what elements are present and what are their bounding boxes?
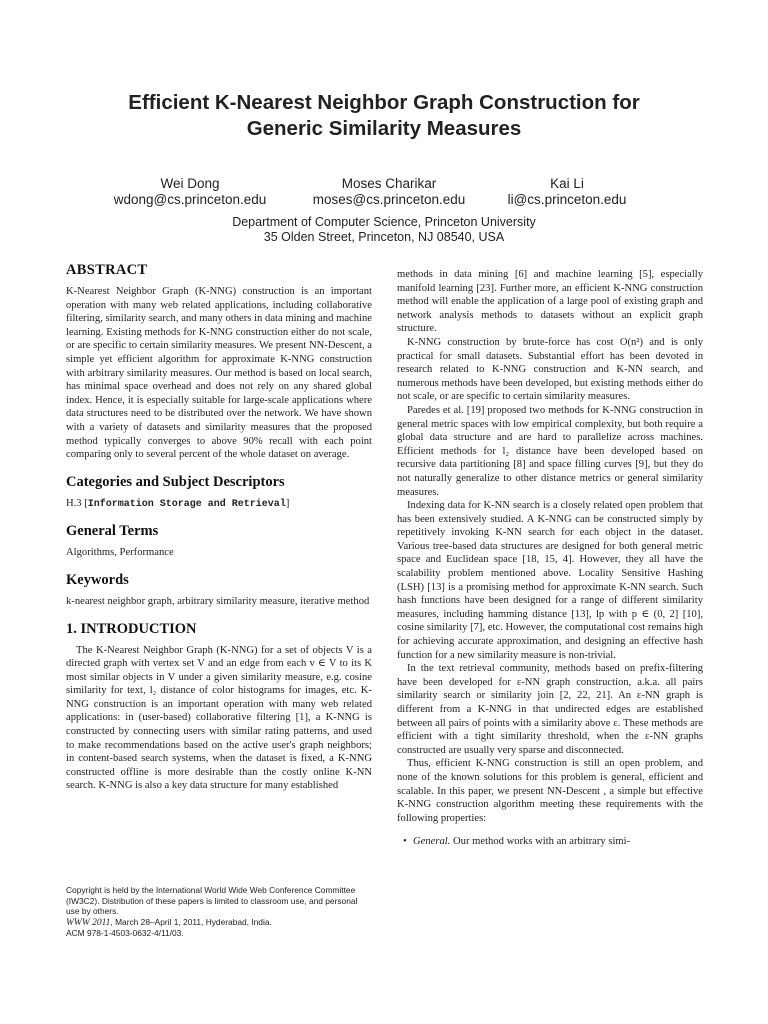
title-line-1: Efficient K-Nearest Neighbor Graph Construction for	[128, 91, 640, 114]
categories-code: Information Storage and Retrieval	[87, 498, 286, 510]
paper-title	[60, 90, 708, 142]
author-email: wdong@cs.princeton.edu	[113, 192, 267, 207]
right-paragraph-5: In the text retrieval community, methods based on prefix-filtering have been developed for ε-NN graph construction, a.k.a. all pairs similarity search or similarity join [2, 22, 21]. An ε-NN graph is different from a K-NNG in that undirected edges are established between all pairs of points with a similarity above ε. These methods are efficient with a tight similarity threshold, when the ε-NN graphs constructed are usually very sparse and disconnected.	[397, 663, 703, 756]
footnote-copyright: Copyright is held by the International World Wide Web Conference Committee (IW3C2). Distribution of these papers is limited to classroom use, and personal use by others.	[66, 885, 358, 917]
author-1	[110, 176, 270, 208]
introduction-paragraph-1: The K-Nearest Neighbor Graph (K-NNG) for a set of objects V is a directed graph with vertex set V and an edge from each v ∈ V to its K most similar objects in V under a given similarity measure, e.g. cosine similarity for text, l₂ distance of color histograms for images, etc. K-NNG construction is an important operation with many web related applications: in (user-based) collaborative filtering [1], a K-NNG is constructed by connecting users with similar rating patterns, and used to make recommendations based on the active user's graph neighbors; in content-based search systems, when the dataset is fixed, a K-NNG constructed offline is more desirable than the costly online K-NN search. K-NNG is also a key data structure for many established	[66, 644, 372, 792]
author-3	[492, 176, 642, 208]
general-terms-text: Algorithms, Performance	[66, 547, 174, 559]
right-paragraph-3: Paredes et al. [19] proposed two methods for K-NNG construction in general metric spaces with low empirical complexity, but both require a global data structure and are hard to parallelize across machines. Efficient methods for l₂ distance have been developed based on recursive data partitioning [8] and space filling curves [9], but they do not naturally generalize to other distance metrics or general similarity measures.	[397, 404, 703, 498]
right-paragraph-2: K-NNG construction by brute-force has cost O(n²) and is only practical for small datasets. Substantial effort has been devoted in research related to K-NNG construction and K-NN search, and numerous methods have been developed, but existing methods either do not scale, or are specific to certain similarity measures.	[397, 336, 703, 403]
bullet-label: General.	[413, 836, 451, 848]
categories-section	[66, 474, 372, 512]
footnote-acm: ACM 978-1-4503-0632-4/11/03.	[66, 928, 184, 939]
abstract-text: K-Nearest Neighbor Graph (K-NNG) construction is an important operation with many web related applications, including collaborative filtering, similarity search, and many others in data mining and machine learning. Existing methods for K-NNG construction either do not scale, or are specific to certain similarity measures. We present NN-Descent, a simple yet efficient algorithm for approximate K-NNG construction with arbitrary similarity measures. Our method is based on local search, has minimal space overhead and does not rely on any shared global index. Hence, it is especially suitable for large-scale applications where data structures need to be distributed over the network. We have shown with a variety of datasets and similarity measures that the proposed method typically converges to above 90% recall with each point comparing only to several percent of the whole dataset on average.	[66, 286, 372, 461]
abstract-heading: ABSTRACT	[66, 262, 148, 278]
author-name: Moses Charikar	[341, 176, 437, 191]
author-email: moses@cs.princeton.edu	[312, 192, 466, 207]
author-2	[304, 176, 474, 208]
title-line-2: Generic Similarity Measures	[246, 117, 522, 140]
affiliation	[120, 215, 648, 245]
affiliation-line-2: 35 Olden Street, Princeton, NJ 08540, USA	[263, 230, 505, 244]
introduction-heading: 1. INTRODUCTION	[66, 620, 197, 637]
copyright-footnote	[66, 885, 372, 939]
general-terms-section	[66, 523, 372, 560]
right-paragraph-4: Indexing data for K-NN search is a closely related open problem that has been extensively studied. A K-NNG can be constructed simply by repetitively invoking K-NN search for each object in the dataset. Various tree-based data structures are designed for both general metric space and Euclidean space [18, 15, 4]. However, they all have the scalability problem mentioned above. Locality Sensitive Hashing (LSH) [13] is a promising method for approximate K-NN search. Such hash functions have been designed for a range of different similarity measures, including hamming distance [13], lp with p ∈ (0, 2] [10], cosine similarity [7], etc. However, the computational cost remains high for achieving accurate approximation, and designing an effective hash function for a new similarity measure is non-trivial.	[397, 500, 703, 661]
right-paragraph-1: methods in data mining [6] and machine learning [5], especially manifold learning [23]. Further more, an efficient K-NNG construction method will enable the application of a large pool of existing graph and network analysis methods to datasets without an explicit graph structure.	[397, 269, 703, 335]
right-column	[397, 268, 703, 849]
footnote-conference: WWW 2011, March 28–April 1, 2011, Hyderabad, India.	[66, 916, 272, 928]
left-column	[66, 262, 372, 793]
categories-text: H.3 [Information Storage and Retrieval]	[66, 497, 290, 510]
keywords-text: k-nearest neighbor graph, arbitrary similarity measure, iterative method	[66, 595, 370, 607]
keywords-section	[66, 572, 372, 609]
author-name: Kai Li	[550, 176, 584, 191]
bullet-text: Our method works with an arbitrary simi-	[450, 836, 631, 848]
general-terms-heading: General Terms	[66, 523, 159, 540]
property-bullet	[397, 835, 703, 849]
right-paragraph-6: Thus, efficient K-NNG construction is still an open problem, and none of the known solutions for this problem is general, efficient and scalable. In this paper, we present NN-Descent , a simple but effective K-NNG construction algorithm meeting these requirements with the following properties:	[397, 758, 703, 824]
bullet-icon: •	[403, 836, 407, 848]
author-email: li@cs.princeton.edu	[507, 192, 627, 207]
keywords-heading: Keywords	[66, 571, 129, 588]
categories-heading: Categories and Subject Descriptors	[66, 473, 285, 490]
author-name: Wei Dong	[160, 176, 220, 191]
affiliation-line-1: Department of Computer Science, Princeton University	[232, 215, 536, 229]
